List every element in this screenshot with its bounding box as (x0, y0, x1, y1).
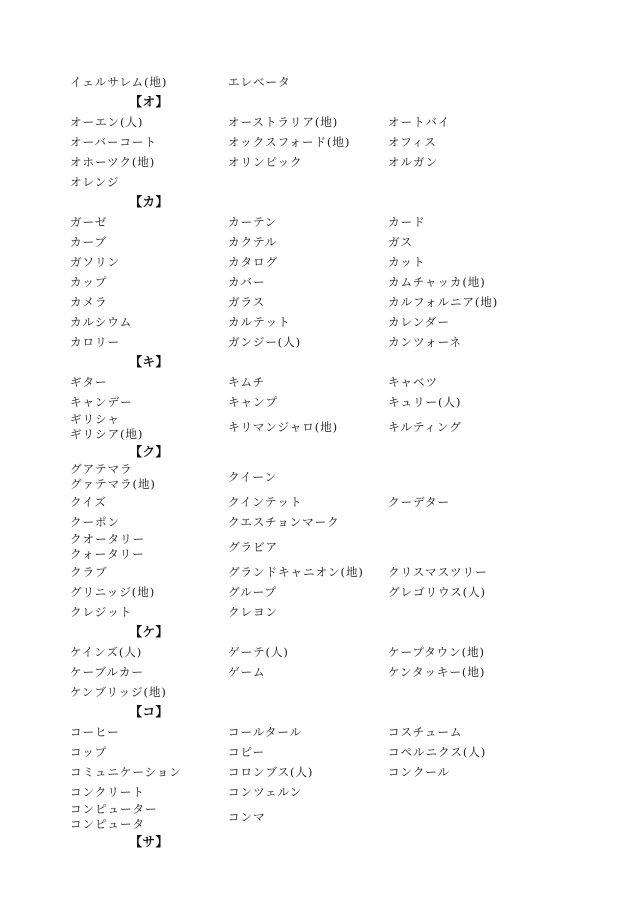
word-entry: キャベツ (388, 375, 438, 389)
word-entry: カルフォルニア(地) (388, 295, 499, 309)
word-entry: オーエン(人) (70, 115, 144, 129)
section-header-label: 【ク】 (129, 444, 169, 459)
word-row (0, 722, 630, 742)
word-entry-variant-line: グァテマラ(地) (70, 477, 156, 491)
word-entry: クレヨン (228, 605, 278, 619)
word-entry-variant-line: コンピューター (70, 802, 158, 816)
word-entry: カメラ (70, 295, 108, 309)
word-entry-variant-line: コンピュータ (70, 817, 145, 831)
word-row (0, 392, 630, 412)
word-entry: グラビア (228, 539, 278, 554)
word-row (0, 132, 630, 152)
word-entry: オーストラリア(地) (228, 115, 339, 129)
word-row (0, 332, 630, 352)
word-entry: コスチューム (388, 725, 463, 739)
word-row (0, 662, 630, 682)
word-entry: オホーツク(地) (70, 155, 156, 169)
word-entry: ケンブリッジ(地) (70, 685, 167, 699)
word-entry: コロンブス(人) (228, 765, 314, 779)
word-row (0, 762, 630, 782)
section-header-ク (0, 442, 630, 462)
section-header-label: 【ケ】 (129, 624, 169, 639)
word-entry: オーバーコート (70, 135, 157, 149)
word-entry-variant-line: ギリシャ (70, 412, 120, 426)
section-header-label: 【オ】 (129, 94, 169, 109)
word-row (0, 742, 630, 762)
word-entry: キャンプ (228, 395, 278, 409)
word-entry: コンマ (228, 809, 266, 824)
word-entry: クリスマスツリー (388, 565, 488, 579)
word-entry: ガーゼ (70, 215, 108, 229)
word-entry: カバー (228, 275, 266, 289)
word-entry: クーポン (70, 515, 120, 529)
word-entry: オレンジ (70, 175, 120, 189)
word-entry: コンクリート (70, 785, 145, 799)
word-row (0, 782, 630, 802)
section-header-オ (0, 92, 630, 112)
word-row (0, 212, 630, 232)
word-entry: ガソリン (70, 255, 120, 269)
word-entry: グレゴリウス(人) (388, 585, 486, 599)
word-entry: キムチ (228, 375, 266, 389)
word-row (0, 252, 630, 272)
section-header-label: 【コ】 (129, 704, 169, 719)
section-header-コ (0, 702, 630, 722)
section-header-label: 【キ】 (129, 354, 169, 369)
word-row (0, 802, 630, 832)
section-header-キ (0, 352, 630, 372)
word-row (0, 292, 630, 312)
word-entry: ケープタウン(地) (388, 645, 485, 659)
word-entry: ケーブルカー (70, 665, 144, 679)
word-row (0, 112, 630, 132)
word-entry: イェルサレム(地) (70, 75, 168, 89)
word-entry: コピー (228, 745, 266, 759)
section-header-ケ (0, 622, 630, 642)
word-entry: カロリー (70, 335, 120, 349)
word-entry: カクテル (228, 235, 278, 249)
word-entry: カレンダー (388, 315, 450, 329)
word-entry: キャンデー (70, 395, 133, 409)
word-entry: オルガン (388, 155, 438, 169)
word-row (0, 372, 630, 392)
word-entry: クエスチョンマーク (228, 515, 340, 529)
word-entry: コーヒー (70, 725, 120, 739)
word-entry: カンツォーネ (388, 335, 462, 349)
word-entry-variant (70, 532, 228, 562)
word-entry: カーブ (70, 235, 107, 249)
word-entry: ケンタッキー(地) (388, 665, 486, 679)
word-entry-variant-line: ギリシア(地) (70, 427, 144, 441)
word-row (0, 272, 630, 292)
word-entry: コンクール (388, 765, 451, 779)
word-entry: オックスフォード(地) (228, 135, 351, 149)
word-entry: グランドキャニオン(地) (228, 565, 364, 579)
word-entry: オートバイ (388, 115, 451, 129)
word-entry-variant-line: グアテマラ (70, 462, 133, 476)
word-entry: クラブ (70, 565, 108, 579)
word-entry: ガス (388, 235, 413, 249)
word-entry: ゲーム (228, 665, 266, 679)
word-entry: オフィス (388, 135, 437, 149)
word-entry: クレジット (70, 605, 133, 619)
section-header-label: 【サ】 (129, 834, 169, 849)
word-entry: キルティング (388, 419, 462, 434)
word-entry: エレベータ (228, 75, 291, 89)
word-row (0, 72, 630, 92)
word-row (0, 312, 630, 332)
section-header-サ (0, 832, 630, 852)
word-entry: ガラス (228, 295, 266, 309)
word-entry: ケインズ(人) (70, 645, 143, 659)
word-entry: クーデター (388, 495, 450, 509)
word-entry: カムチャッカ(地) (388, 275, 486, 289)
word-row (0, 682, 630, 702)
word-entry: コールタール (228, 725, 303, 739)
word-row (0, 492, 630, 512)
word-entry: カット (388, 255, 426, 269)
section-header-カ (0, 192, 630, 212)
section-header-label: 【カ】 (129, 194, 169, 209)
word-entry: オリンピック (228, 155, 303, 169)
word-row (0, 532, 630, 562)
word-entry: キュリー(人) (388, 395, 462, 409)
word-row (0, 412, 630, 442)
word-entry: カード (388, 215, 426, 229)
word-entry: コミュニケーション (70, 765, 182, 779)
word-entry: ギター (70, 375, 108, 389)
word-entry: ガンジー(人) (228, 335, 302, 349)
word-entry: カルテット (228, 315, 291, 329)
katakana-word-list (0, 72, 630, 852)
word-row (0, 172, 630, 192)
word-row (0, 642, 630, 662)
word-entry: コンツェルン (228, 785, 303, 799)
word-entry: カルシウム (70, 315, 133, 329)
word-row (0, 232, 630, 252)
word-entry: カーテン (228, 215, 278, 229)
word-entry: コップ (70, 745, 108, 759)
word-row (0, 602, 630, 622)
word-entry: グループ (228, 585, 278, 599)
word-entry-variant (70, 412, 228, 442)
word-entry: グリニッジ(地) (70, 585, 156, 599)
word-entry: クインテット (228, 495, 303, 509)
word-row (0, 512, 630, 532)
word-row (0, 462, 630, 492)
word-row (0, 152, 630, 172)
word-entry-variant (70, 462, 228, 492)
word-entry: コペルニクス(人) (388, 745, 487, 759)
word-entry: クイーン (228, 469, 278, 484)
word-entry: ゲーテ(人) (228, 645, 289, 659)
word-row (0, 582, 630, 602)
word-entry: キリマンジャロ(地) (228, 419, 339, 434)
word-entry: カップ (70, 275, 108, 289)
word-entry-variant-line: クォータリー (70, 547, 145, 561)
word-entry: カタログ (228, 255, 278, 269)
word-entry-variant-line: クオータリー (70, 532, 145, 546)
word-entry: クイズ (70, 495, 107, 509)
word-row (0, 562, 630, 582)
word-entry-variant (70, 802, 228, 832)
